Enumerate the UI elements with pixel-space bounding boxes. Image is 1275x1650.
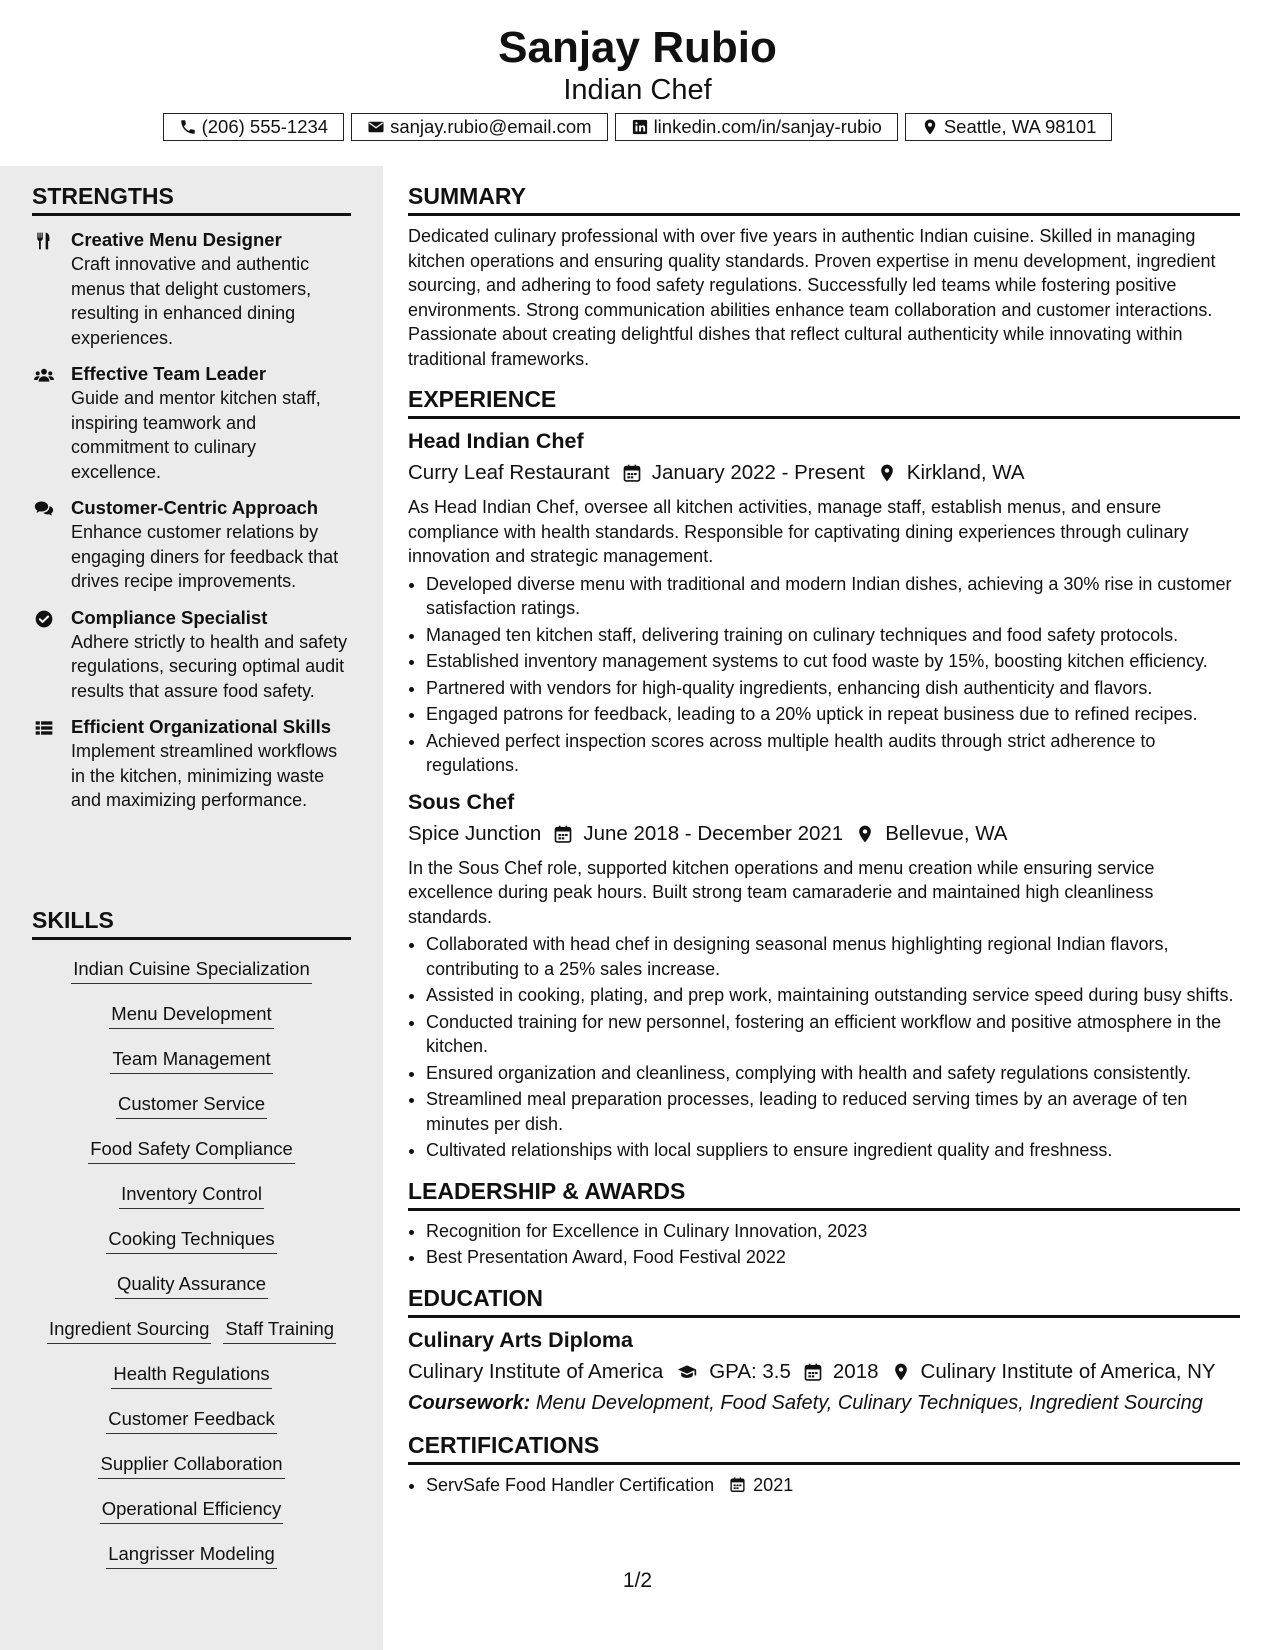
skills-title: SKILLS [32,906,351,940]
sidebar [0,166,383,1650]
utensils-icon [34,231,54,251]
comments-icon [34,499,54,519]
skill-tag: Operational Efficiency [100,1497,284,1524]
job-dates: June 2018 - December 2021 [583,821,844,845]
list-icon [34,718,54,738]
list-item: • Streamlined meal preparation processes, leading to reduced serving times by an average of ten minutes per dish. [426,1087,1240,1136]
strength-desc: Adhere strictly to health and safety regulations, securing optimal audit results that assure food safety. [71,631,348,701]
contact-location [905,113,1113,141]
education-section [408,1284,1240,1417]
contact-phone [163,113,345,141]
skill-tag: Supplier Collaboration [98,1452,284,1479]
contact-bar [0,113,1275,145]
education-location: Culinary Institute of America, NY [920,1359,1216,1383]
certification-name: ServSafe Food Handler Certification [426,1474,715,1495]
page-number: 1/2 [622,1569,653,1592]
job-company: Spice Junction [408,821,542,845]
skill-tag: Team Management [110,1047,272,1074]
skill-tag: Indian Cuisine Specialization [71,957,312,984]
list-item: • Managed ten kitchen staff, delivering training on culinary techniques and food safety protocols. [426,623,1240,648]
list-item: • Assisted in cooking, plating, and prep work, maintaining outstanding service speed during busy shifts. [426,983,1240,1008]
envelope-icon [367,118,385,136]
strength-desc: Craft innovative and authentic menus that delight customers, resulting in enhanced dining experiences. [71,254,312,348]
contact-email-text: sanjay.rubio@email.com [390,116,592,137]
check-circle-icon [34,609,54,629]
skill-tag: Customer Service [116,1092,267,1119]
job-company: Curry Leaf Restaurant [408,461,610,484]
skill-tag: Staff Training [223,1317,336,1344]
job-bullets [408,572,1240,778]
list-item: • Best Presentation Award, Food Festival 2022 [426,1245,1240,1270]
contact-location-text: Seattle, WA 98101 [943,116,1097,137]
strength-item [32,496,351,594]
job-bullets [408,932,1240,1163]
job-description: As Head Indian Chef, oversee all kitchen activities, manage staff, establish menus, and ensure compliance with health standards. Responsible for captivating dining experiences through culinary innovation and strategic management. [408,497,1189,566]
job-description: In the Sous Chef role, supported kitchen operations and menu creation while ensuring service excellence during peak hours. Built strong team camaraderie and maintained high cleanliness standards. [408,857,1155,927]
location-pin-icon [921,118,939,136]
certifications-list [408,1473,1240,1498]
strength-title: Effective Team Leader [71,363,267,384]
summary-title: SUMMARY [408,182,1240,216]
skill-tag: Ingredient Sourcing [47,1317,211,1344]
strength-item [32,362,351,484]
list-item: • Achieved perfect inspection scores across multiple health audits through strict adherence to regulations. [426,729,1240,778]
skill-tag: Inventory Control [119,1182,264,1209]
skill-tag: Cooking Techniques [106,1227,276,1254]
list-item: • Cultivated relationships with local suppliers to ensure ingredient quality and freshness. [426,1138,1240,1163]
skill-tag: Health Regulations [111,1362,271,1389]
education-year: 2018 [832,1359,879,1383]
calendar-icon [803,1362,823,1382]
list-item: • Collaborated with head chef in designing seasonal menus highlighting regional Indian flavors, contributing to a 25% sales increase. [426,932,1240,981]
strengths-title: STRENGTHS [32,182,351,216]
job-meta [408,820,1240,848]
coursework [408,1389,1240,1417]
list-item: • Recognition for Excellence in Culinary Innovation, 2023 [426,1219,1240,1244]
strength-item [32,715,351,813]
contact-email[interactable] [351,113,607,141]
job-meta [408,459,1240,487]
job-entry [408,788,1240,1163]
strength-title: Customer-Centric Approach [71,497,319,518]
skill-tag: Customer Feedback [106,1407,277,1434]
certifications-title: CERTIFICATIONS [408,1431,1240,1465]
awards-title: LEADERSHIP & AWARDS [408,1177,1240,1211]
job-dates: January 2022 - Present [651,461,865,484]
job-title: Head Indian Chef [408,429,584,453]
location-pin-icon [877,463,897,483]
list-item: • Ensured organization and cleanliness, complying with health and safety regulations consistently. [426,1061,1240,1086]
school-name: Culinary Institute of America [408,1359,664,1383]
strength-item [32,606,351,704]
strength-title: Efficient Organizational Skills [71,716,332,737]
strength-item [32,228,351,350]
skills-section [32,906,351,1578]
job-title: Sous Chef [408,789,515,814]
calendar-icon [622,463,642,483]
list-item: • Established inventory management systems to cut food waste by 15%, boosting kitchen efficiency. [426,649,1240,674]
location-pin-icon [855,824,875,844]
main-content [408,166,1240,1650]
awards-list [408,1219,1240,1270]
education-title: EDUCATION [408,1284,1240,1318]
skill-tag: Menu Development [109,1002,273,1029]
contact-linkedin[interactable] [615,113,898,141]
phone-icon [179,118,197,136]
strength-title: Creative Menu Designer [71,229,282,250]
strength-desc: Enhance customer relations by engaging diners for feedback that drives recipe improvements. [71,522,339,591]
job-location: Kirkland, WA [906,461,1025,484]
contact-phone-text: (206) 555-1234 [201,116,329,137]
coursework-text: Menu Development, Food Safety, Culinary Techniques, Ingredient Sourcing [535,1391,1203,1414]
location-pin-icon [891,1362,911,1382]
list-item: • Developed diverse menu with traditional and modern Indian dishes, achieving a 30% rise in customer satisfaction ratings. [426,572,1240,621]
linkedin-icon [631,118,649,136]
list-item: • Engaged patrons for feedback, leading to a 20% uptick in repeat business due to refined recipes. [426,702,1240,727]
summary-section [408,182,1240,371]
strength-desc: Guide and mentor kitchen staff, inspiring teamwork and commitment to culinary excellence. [71,388,321,482]
experience-section [408,385,1240,1163]
education-gpa: GPA: 3.5 [709,1359,791,1383]
list-item: • Partnered with vendors for high-quality ingredients, enhancing dish authenticity and flavors. [426,676,1240,701]
job-entry [408,427,1240,778]
strength-title: Compliance Specialist [71,606,268,628]
candidate-name: Sanjay Rubio [498,23,777,72]
certifications-section [408,1431,1240,1498]
skills-list [32,940,351,1578]
skill-tag: Quality Assurance [115,1272,268,1299]
list-item: • Conducted training for new personnel, fostering an efficient workflow and positive atmosphere in the kitchen. [426,1010,1240,1059]
users-icon [34,365,54,385]
strength-desc: Implement streamlined workflows in the kitchen, minimizing waste and maximizing performance. [71,741,338,810]
job-location: Bellevue, WA [885,821,1008,845]
calendar-icon [729,1476,746,1493]
calendar-icon [553,824,573,844]
education-meta [408,1358,1240,1386]
skill-tag: Langrisser Modeling [106,1542,277,1569]
resume-header [0,0,1275,166]
candidate-role: Indian Chef [563,74,712,106]
graduation-cap-icon [675,1362,699,1382]
skill-tag: Food Safety Compliance [88,1137,295,1164]
experience-title: EXPERIENCE [408,385,1240,419]
contact-linkedin-text: linkedin.com/in/sanjay-rubio [653,116,882,137]
certification-year: 2021 [753,1474,794,1495]
list-item [426,1473,1240,1498]
coursework-label: Coursework: [408,1391,531,1414]
awards-section [408,1177,1240,1270]
summary-text: Dedicated culinary professional with over five years in authentic Indian cuisine. Skilled in managing kitchen operations and ensuring quality standards. Proven expertise in menu development, ingredient sourcing, and adhering to food safety regulations. Successfully led teams while fostering positive environments. Strong communication abilities enhance team collaboration and customer interactions. Passionate about creating delightful dishes that reflect cultural authenticity while innovating within traditional frameworks. [408,226,1216,369]
degree-title: Culinary Arts Diploma [408,1327,633,1352]
strengths-section [32,182,351,813]
